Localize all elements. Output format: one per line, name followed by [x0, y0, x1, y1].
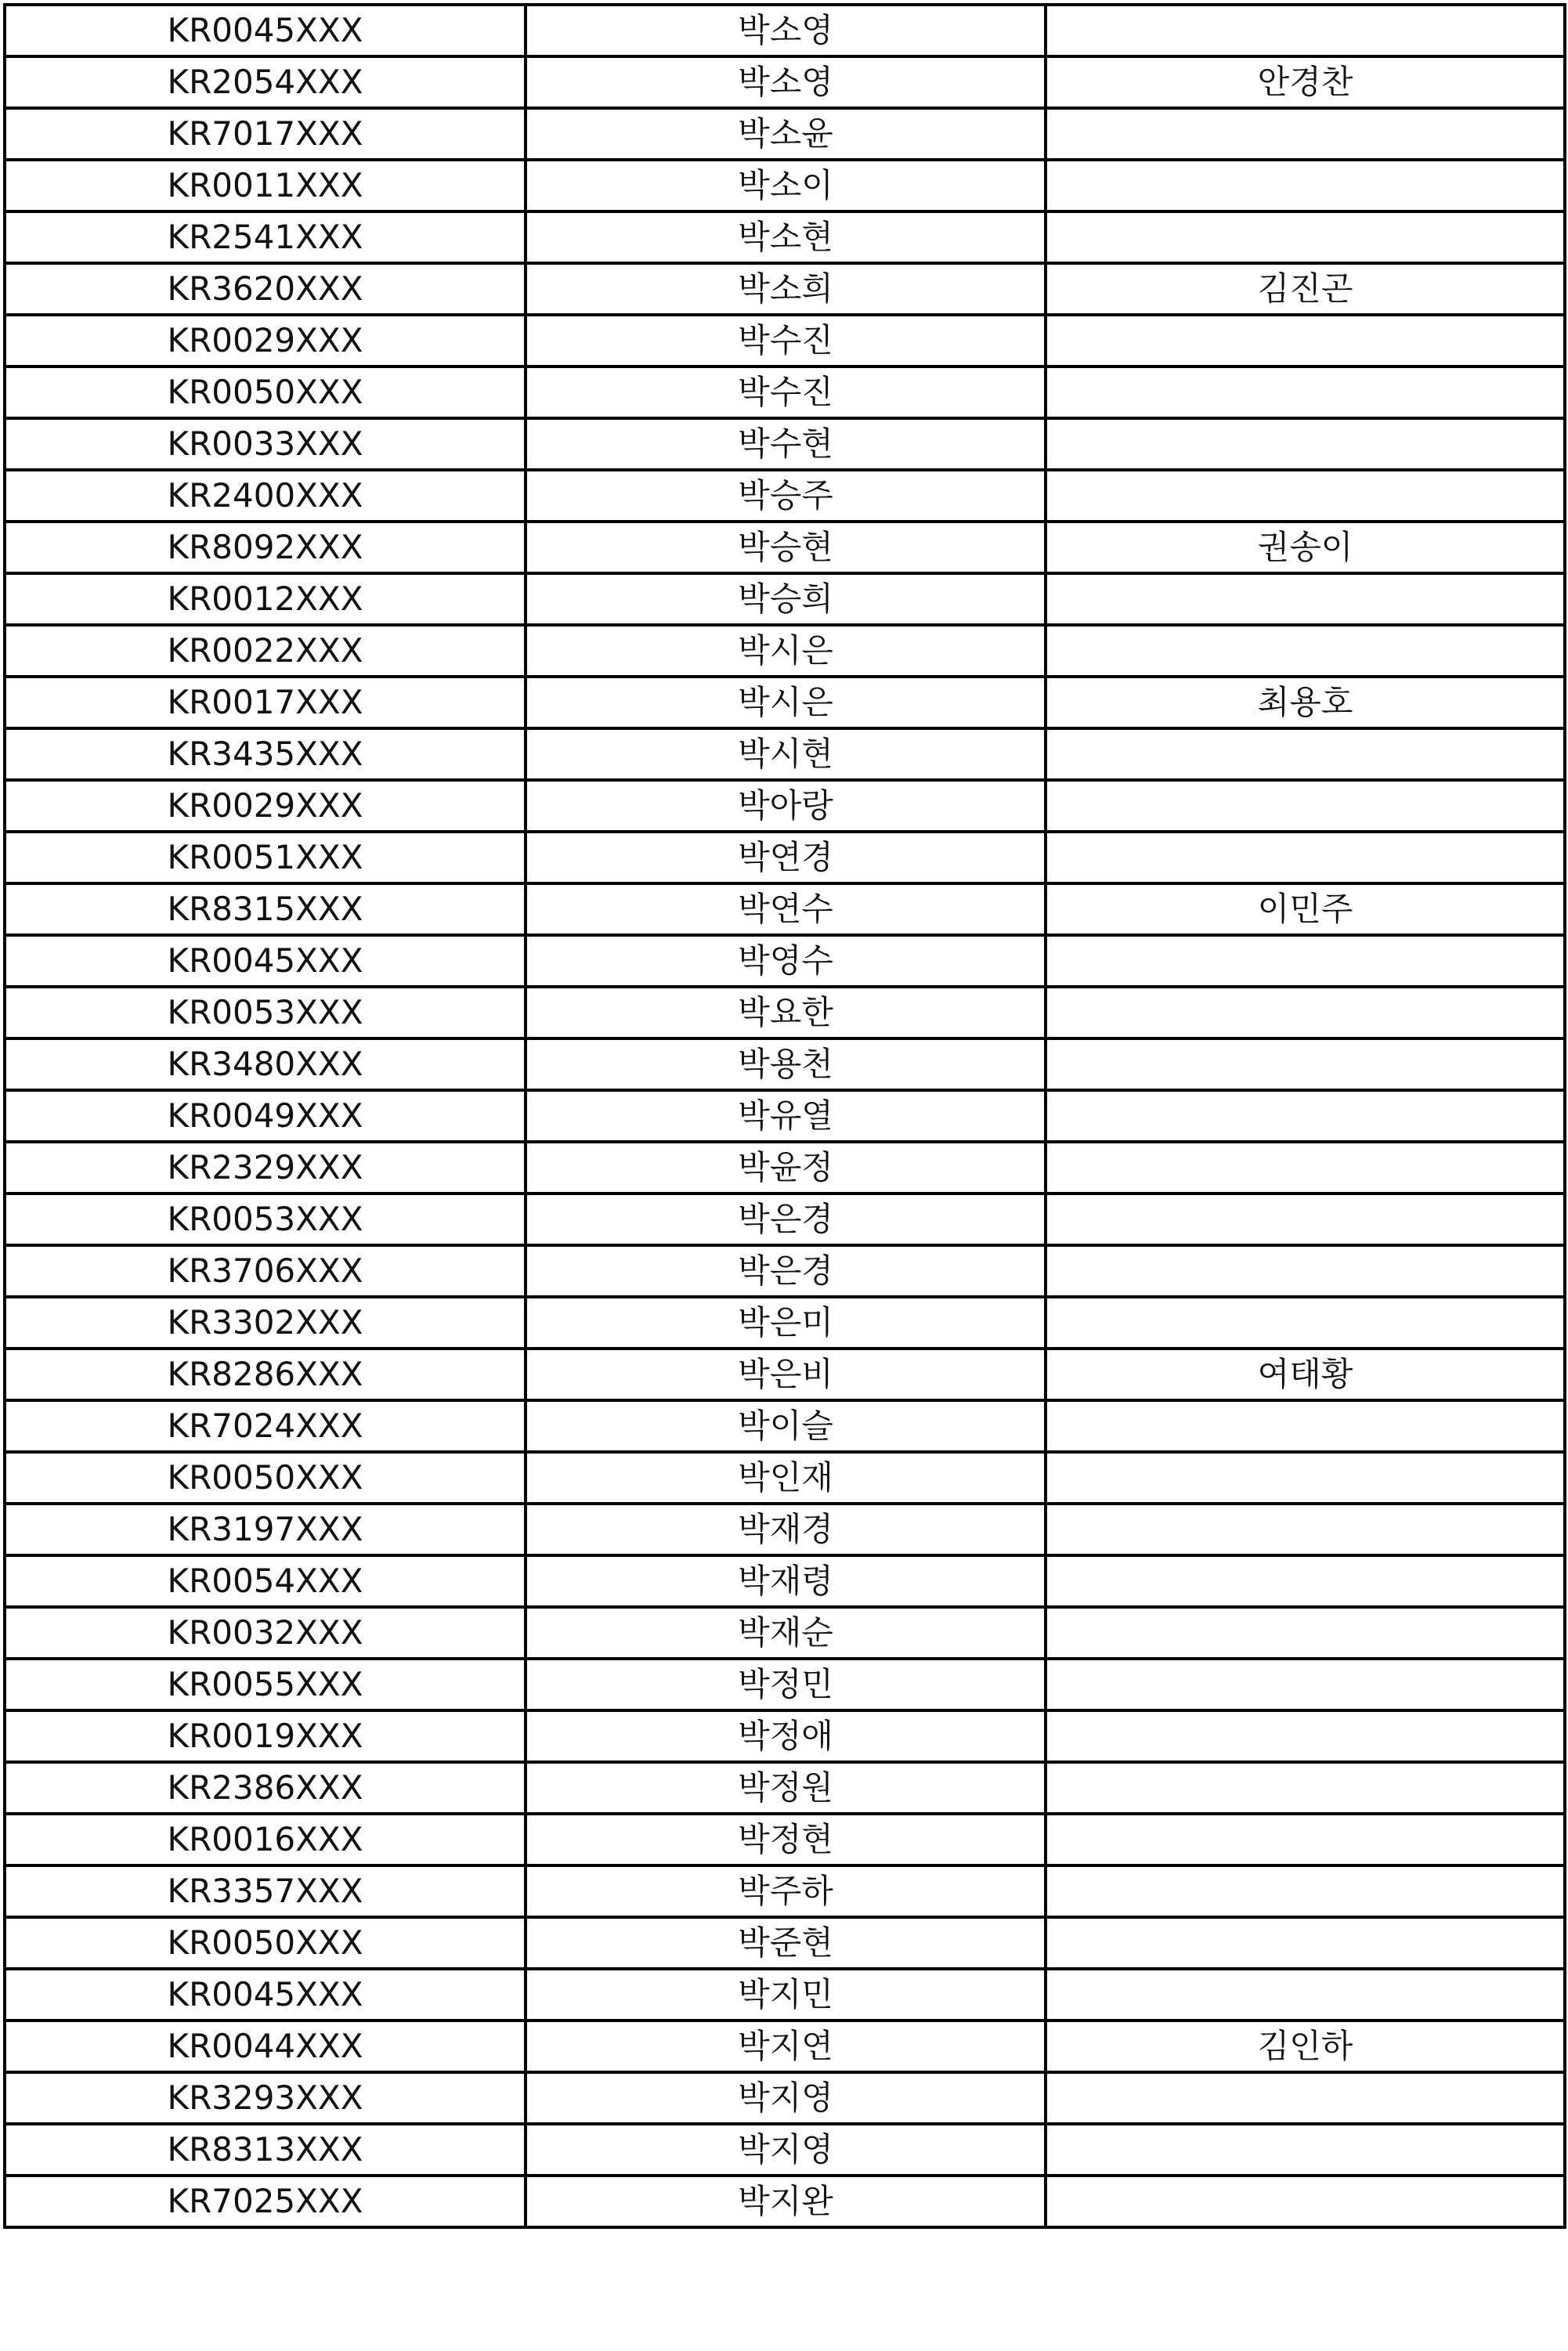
id-cell: KR0053XXX: [5, 987, 526, 1038]
name-cell: 박지영: [526, 2072, 1046, 2124]
note-cell: [1046, 211, 1565, 263]
id-cell: KR0050XXX: [5, 1917, 526, 1969]
table-row: [5, 728, 1565, 780]
id-cell: KR0012XXX: [5, 573, 526, 625]
name-cell: 박지연: [526, 2021, 1046, 2072]
registry-table-body: [5, 5, 1565, 2227]
name-cell: 박영수: [526, 935, 1046, 987]
id-cell: KR2329XXX: [5, 1142, 526, 1194]
note-cell: [1046, 1245, 1565, 1297]
name-cell: 박연수: [526, 883, 1046, 935]
note-cell: [1046, 1659, 1565, 1710]
name-cell: 박요한: [526, 987, 1046, 1038]
table-row: [5, 56, 1565, 108]
name-cell: 박소윤: [526, 108, 1046, 160]
note-cell: 김진곤: [1046, 263, 1565, 315]
table-row: [5, 1814, 1565, 1865]
id-cell: KR8286XXX: [5, 1349, 526, 1400]
name-cell: 박주하: [526, 1865, 1046, 1917]
table-row: [5, 1659, 1565, 1710]
table-row: [5, 160, 1565, 211]
note-cell: [1046, 1710, 1565, 1762]
note-cell: [1046, 418, 1565, 470]
id-cell: KR0055XXX: [5, 1659, 526, 1710]
id-cell: KR0050XXX: [5, 1452, 526, 1504]
table-row: [5, 2124, 1565, 2176]
table-row: [5, 625, 1565, 677]
note-cell: [1046, 1504, 1565, 1555]
id-cell: KR3357XXX: [5, 1865, 526, 1917]
id-cell: KR0022XXX: [5, 625, 526, 677]
id-cell: KR3620XXX: [5, 263, 526, 315]
table-row: [5, 470, 1565, 522]
table-row: [5, 987, 1565, 1038]
table-row: [5, 1400, 1565, 1452]
table-row: [5, 367, 1565, 418]
table-row: [5, 883, 1565, 935]
table-row: [5, 1349, 1565, 1400]
id-cell: KR3480XXX: [5, 1038, 526, 1090]
name-cell: 박소희: [526, 263, 1046, 315]
table-row: [5, 780, 1565, 832]
note-cell: [1046, 1917, 1565, 1969]
table-row: [5, 211, 1565, 263]
id-cell: KR8313XXX: [5, 2124, 526, 2176]
table-row: [5, 573, 1565, 625]
id-cell: KR2386XXX: [5, 1762, 526, 1814]
id-cell: KR0054XXX: [5, 1555, 526, 1607]
note-cell: 김인하: [1046, 2021, 1565, 2072]
name-cell: 박지민: [526, 1969, 1046, 2021]
note-cell: [1046, 832, 1565, 883]
name-cell: 박수진: [526, 315, 1046, 367]
note-cell: 안경찬: [1046, 56, 1565, 108]
note-cell: [1046, 1038, 1565, 1090]
note-cell: [1046, 987, 1565, 1038]
note-cell: 최용호: [1046, 677, 1565, 728]
note-cell: 권송이: [1046, 522, 1565, 573]
table-row: [5, 1142, 1565, 1194]
note-cell: [1046, 160, 1565, 211]
id-cell: KR0033XXX: [5, 418, 526, 470]
table-row: [5, 5, 1565, 56]
id-cell: KR0016XXX: [5, 1814, 526, 1865]
id-cell: KR3302XXX: [5, 1297, 526, 1349]
note-cell: [1046, 367, 1565, 418]
table-row: [5, 1194, 1565, 1245]
name-cell: 박승현: [526, 522, 1046, 573]
id-cell: KR7024XXX: [5, 1400, 526, 1452]
table-row: [5, 2176, 1565, 2227]
table-row: [5, 677, 1565, 728]
name-cell: 박지완: [526, 2176, 1046, 2227]
name-cell: 박윤정: [526, 1142, 1046, 1194]
table-row: [5, 315, 1565, 367]
note-cell: [1046, 1400, 1565, 1452]
name-cell: 박준현: [526, 1917, 1046, 1969]
table-row: [5, 935, 1565, 987]
id-cell: KR0017XXX: [5, 677, 526, 728]
name-cell: 박재순: [526, 1607, 1046, 1659]
name-cell: 박이슬: [526, 1400, 1046, 1452]
id-cell: KR3197XXX: [5, 1504, 526, 1555]
id-cell: KR0032XXX: [5, 1607, 526, 1659]
id-cell: KR0049XXX: [5, 1090, 526, 1142]
id-cell: KR0053XXX: [5, 1194, 526, 1245]
table-row: [5, 1865, 1565, 1917]
table-row: [5, 1245, 1565, 1297]
id-cell: KR0011XXX: [5, 160, 526, 211]
name-cell: 박은미: [526, 1297, 1046, 1349]
name-cell: 박은경: [526, 1245, 1046, 1297]
id-cell: KR0029XXX: [5, 315, 526, 367]
table-row: [5, 1762, 1565, 1814]
name-cell: 박아랑: [526, 780, 1046, 832]
note-cell: [1046, 470, 1565, 522]
id-cell: KR0045XXX: [5, 5, 526, 56]
name-cell: 박정원: [526, 1762, 1046, 1814]
table-row: [5, 1090, 1565, 1142]
name-cell: 박인재: [526, 1452, 1046, 1504]
id-cell: KR2054XXX: [5, 56, 526, 108]
note-cell: [1046, 1090, 1565, 1142]
name-cell: 박시은: [526, 677, 1046, 728]
note-cell: [1046, 315, 1565, 367]
name-cell: 박수현: [526, 418, 1046, 470]
note-cell: [1046, 625, 1565, 677]
id-cell: KR8315XXX: [5, 883, 526, 935]
note-cell: [1046, 1142, 1565, 1194]
table-row: [5, 1504, 1565, 1555]
note-cell: [1046, 1865, 1565, 1917]
name-cell: 박재경: [526, 1504, 1046, 1555]
table-row: [5, 1452, 1565, 1504]
note-cell: [1046, 1194, 1565, 1245]
table-row: [5, 2021, 1565, 2072]
name-cell: 박정애: [526, 1710, 1046, 1762]
note-cell: [1046, 780, 1565, 832]
table-row: [5, 1038, 1565, 1090]
table-row: [5, 263, 1565, 315]
table-row: [5, 1969, 1565, 2021]
name-cell: 박소이: [526, 160, 1046, 211]
id-cell: KR0019XXX: [5, 1710, 526, 1762]
id-cell: KR3293XXX: [5, 2072, 526, 2124]
note-cell: 이민주: [1046, 883, 1565, 935]
table-row: [5, 1607, 1565, 1659]
name-cell: 박시은: [526, 625, 1046, 677]
note-cell: [1046, 1452, 1565, 1504]
note-cell: [1046, 728, 1565, 780]
table-row: [5, 418, 1565, 470]
name-cell: 박은비: [526, 1349, 1046, 1400]
id-cell: KR8092XXX: [5, 522, 526, 573]
id-cell: KR2400XXX: [5, 470, 526, 522]
note-cell: [1046, 573, 1565, 625]
name-cell: 박승주: [526, 470, 1046, 522]
name-cell: 박수진: [526, 367, 1046, 418]
id-cell: KR0044XXX: [5, 2021, 526, 2072]
table-row: [5, 1555, 1565, 1607]
id-cell: KR3706XXX: [5, 1245, 526, 1297]
note-cell: [1046, 1814, 1565, 1865]
note-cell: [1046, 2072, 1565, 2124]
note-cell: [1046, 1555, 1565, 1607]
registry-table: [3, 3, 1566, 2229]
table-row: [5, 2072, 1565, 2124]
id-cell: KR3435XXX: [5, 728, 526, 780]
name-cell: 박승희: [526, 573, 1046, 625]
note-cell: 여태황: [1046, 1349, 1565, 1400]
id-cell: KR0051XXX: [5, 832, 526, 883]
name-cell: 박은경: [526, 1194, 1046, 1245]
name-cell: 박소현: [526, 211, 1046, 263]
table-row: [5, 1710, 1565, 1762]
id-cell: KR7017XXX: [5, 108, 526, 160]
table-row: [5, 1917, 1565, 1969]
note-cell: [1046, 1969, 1565, 2021]
name-cell: 박지영: [526, 2124, 1046, 2176]
note-cell: [1046, 1762, 1565, 1814]
note-cell: [1046, 2124, 1565, 2176]
name-cell: 박용천: [526, 1038, 1046, 1090]
id-cell: KR0050XXX: [5, 367, 526, 418]
name-cell: 박정현: [526, 1814, 1046, 1865]
note-cell: [1046, 1297, 1565, 1349]
note-cell: [1046, 935, 1565, 987]
table-row: [5, 108, 1565, 160]
note-cell: [1046, 5, 1565, 56]
name-cell: 박정민: [526, 1659, 1046, 1710]
id-cell: KR0029XXX: [5, 780, 526, 832]
note-cell: [1046, 1607, 1565, 1659]
id-cell: KR0045XXX: [5, 935, 526, 987]
name-cell: 박시현: [526, 728, 1046, 780]
id-cell: KR7025XXX: [5, 2176, 526, 2227]
name-cell: 박연경: [526, 832, 1046, 883]
table-row: [5, 1297, 1565, 1349]
table-row: [5, 522, 1565, 573]
name-cell: 박재령: [526, 1555, 1046, 1607]
name-cell: 박유열: [526, 1090, 1046, 1142]
note-cell: [1046, 108, 1565, 160]
id-cell: KR2541XXX: [5, 211, 526, 263]
name-cell: 박소영: [526, 56, 1046, 108]
id-cell: KR0045XXX: [5, 1969, 526, 2021]
name-cell: 박소영: [526, 5, 1046, 56]
table-row: [5, 832, 1565, 883]
note-cell: [1046, 2176, 1565, 2227]
